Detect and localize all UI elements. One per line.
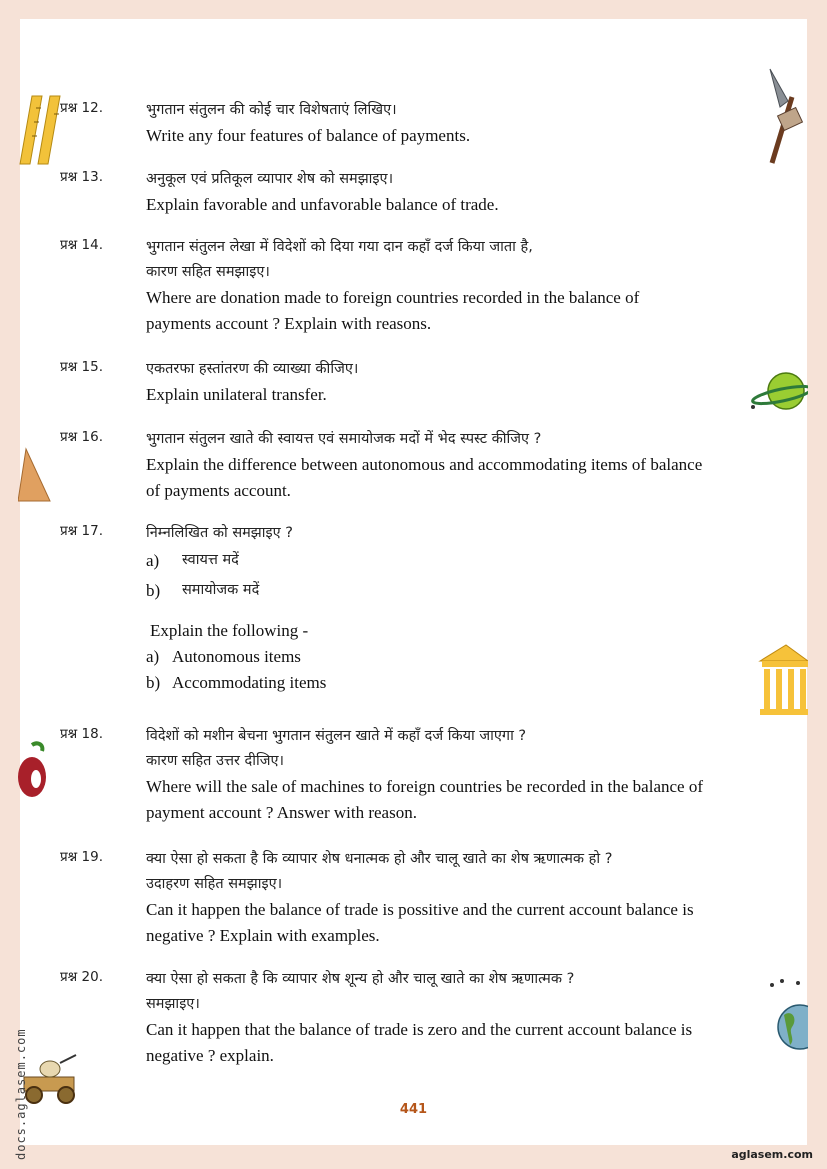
question-english: payments account ? Explain with reasons. <box>146 314 432 333</box>
question-number: प्रश्न 17. <box>60 523 103 539</box>
question-hindi: समझाइए। <box>146 996 200 1012</box>
pyramid-icon <box>18 447 52 503</box>
question-hindi: एकतरफा हस्तांतरण की व्याख्या कीजिए। <box>146 361 359 377</box>
sub-item <box>146 670 786 696</box>
question-english: Explain favorable and unfavorable balance of trade. <box>146 195 499 214</box>
sub-item-text: Autonomous items <box>172 647 301 666</box>
question-english: payment account ? Answer with reason. <box>146 803 417 822</box>
page-sheet <box>20 19 807 1145</box>
spear-tool-icon <box>762 67 806 167</box>
watermark: docs.aglasem.com <box>14 1028 28 1160</box>
question-english: negative ? Explain with examples. <box>146 926 380 945</box>
sub-item-text: स्वायत्त मदें <box>182 552 239 568</box>
question-english: Explain unilateral transfer. <box>146 385 327 404</box>
question-hindi: भुगतान संतुलन खाते की स्वायत्त एवं समायोजक मदों में भेद स्पस्ट कीजिए ? <box>146 431 542 447</box>
question-hindi: कारण सहित समझाइए। <box>146 264 270 280</box>
question-number: प्रश्न 20. <box>60 969 103 985</box>
question-english: of payments account. <box>146 481 291 500</box>
question-hindi: भुगतान संतुलन लेखा में विदेशों को दिया गया दान कहाँ दर्ज किया जाता है, <box>146 239 533 255</box>
question-english: Write any four features of balance of payments. <box>146 126 471 145</box>
footer-brand[interactable]: aglasem.com <box>731 1148 813 1161</box>
sub-item-text: समायोजक मदें <box>182 582 260 598</box>
ruler-icon <box>18 94 64 166</box>
question-english: Explain the difference between autonomous and accommodating items of balance <box>146 455 703 474</box>
question-body <box>146 167 786 218</box>
page-number: 441 <box>399 1102 428 1117</box>
question-hindi: भुगतान संतुलन की कोई चार विशेषताएं लिखिए। <box>146 102 397 118</box>
question-english: Where are donation made to foreign countries recorded in the balance of <box>146 288 640 307</box>
question-body <box>146 98 786 149</box>
temple-icon <box>756 641 808 717</box>
question-body <box>146 521 786 696</box>
question-english: Explain the following - <box>150 621 309 640</box>
question-hindi: क्या ऐसा हो सकता है कि व्यापार शेष धनात्मक हो और चालू खाते का शेष ऋणात्मक हो ? <box>146 851 613 867</box>
planet-icon <box>748 369 808 415</box>
sub-item <box>146 644 786 670</box>
question-body <box>146 357 786 408</box>
question-body <box>146 427 806 504</box>
sub-item-label: a) <box>146 551 160 570</box>
cart-icon <box>20 1049 82 1105</box>
question-english: Can it happen the balance of trade is possitive and the current account balance is <box>146 900 694 919</box>
question-body <box>146 967 806 1069</box>
question-english: Can it happen that the balance of trade is zero and the current account balance is <box>146 1020 693 1039</box>
apple-icon <box>18 739 54 803</box>
sub-item <box>146 578 786 604</box>
question-body <box>146 847 806 949</box>
question-number: प्रश्न 16. <box>60 429 103 445</box>
question-number: प्रश्न 18. <box>60 726 103 742</box>
sub-item <box>146 548 786 574</box>
question-number: प्रश्न 15. <box>60 359 103 375</box>
question-hindi: क्या ऐसा हो सकता है कि व्यापार शेष शून्य हो और चालू खाते का शेष ऋणात्मक ? <box>146 971 575 987</box>
question-english: Where will the sale of machines to foreign countries be recorded in the balance of <box>146 777 703 796</box>
sub-item-label: b) <box>146 673 161 692</box>
sub-item-text: Accommodating items <box>172 673 327 692</box>
question-hindi: उदाहरण सहित समझाइए। <box>146 876 283 892</box>
question-number: प्रश्न 19. <box>60 849 103 865</box>
question-body <box>146 235 786 337</box>
question-english: negative ? explain. <box>146 1046 274 1065</box>
question-hindi: विदेशों को मशीन बेचना भुगतान संतुलन खाते में कहाँ दर्ज किया जाएगा ? <box>146 728 527 744</box>
question-number: प्रश्न 12. <box>60 100 103 116</box>
sub-item-label: a) <box>146 647 160 666</box>
question-number: प्रश्न 13. <box>60 169 103 185</box>
question-hindi: कारण सहित उत्तर दीजिए। <box>146 753 285 769</box>
question-hindi: अनुकूल एवं प्रतिकूल व्यापार शेष को समझाइए। <box>146 171 394 187</box>
sub-item-label: b) <box>146 581 161 600</box>
question-hindi: निम्नलिखित को समझाइए ? <box>146 525 293 541</box>
question-body <box>146 724 806 826</box>
question-number: प्रश्न 14. <box>60 237 103 253</box>
globe-icon <box>768 975 808 1051</box>
